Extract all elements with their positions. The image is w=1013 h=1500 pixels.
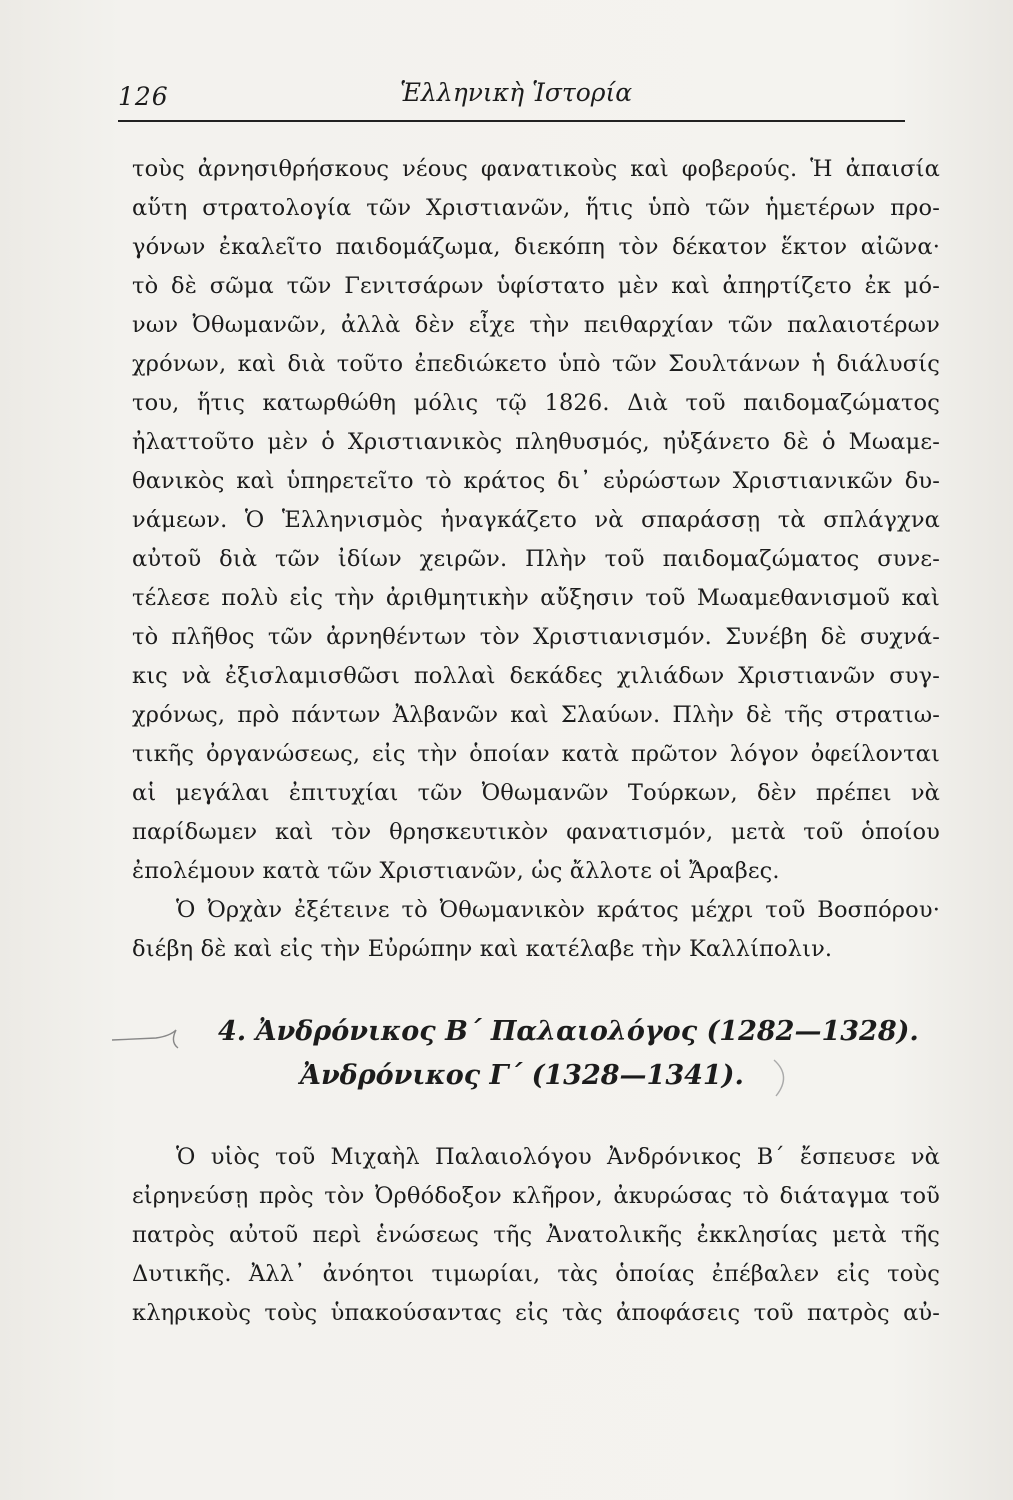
page-number: 126 (118, 82, 169, 111)
text-line: του, ἥτις κατωρθώθη μόλις τῷ 1826. Διὰ τοῦ παιδομαζώματος (132, 390, 940, 416)
running-title: Ἑλληνικὴ Ἱστορία (400, 78, 633, 107)
text-line: αὐτοῦ διὰ τῶν ἰδίων χειρῶν. Πλὴν τοῦ παιδομαζώματος συνε- (132, 546, 940, 572)
text-line: τὸ πλῆθος τῶν ἀρνηθέντων τὸν Χριστιανισμόν. Συνέβη δὲ συχνά- (132, 624, 940, 650)
paragraph-2 (132, 891, 940, 969)
section-subtitle: Ἀνδρόνικος Γ΄ (1328—1341). (300, 1060, 744, 1091)
page-header (118, 78, 903, 122)
text-line: νων Ὀθωμανῶν, ἀλλὰ δὲν εἶχε τὴν πειθαρχίαν τῶν παλαιοτέρων (132, 312, 940, 338)
text-line: πατρὸς αὐτοῦ περὶ ἑνώσεως τῆς Ἀνατολικῆς ἐκκλησίας μετὰ τῆς (132, 1222, 940, 1248)
pencil-mark-icon (112, 1026, 192, 1050)
text-line: κληρικοὺς τοὺς ὑπακούσαντας εἰς τὰς ἀποφάσεις τοῦ πατρὸς αὐ- (132, 1300, 940, 1326)
text-line: Ὁ υἱὸς τοῦ Μιχαὴλ Παλαιολόγου Ἀνδρόνικος Β΄ ἔσπευσε νὰ (176, 1144, 940, 1170)
section-text (132, 1138, 940, 1333)
text-line: τικῆς ὀργανώσεως, εἰς τὴν ὁποίαν κατὰ πρῶτον λόγον ὀφείλονται (132, 741, 940, 767)
header-rule (118, 120, 905, 122)
text-line: κις νὰ ἐξισλαμισθῶσι πολλαὶ δεκάδες χιλιάδων Χριστιανῶν συγ- (132, 663, 940, 689)
text-line: παρίδωμεν καὶ τὸν θρησκευτικὸν φανατισμόν, μετὰ τοῦ ὁποίου (132, 819, 940, 845)
text-line: τὸ δὲ σῶμα τῶν Γενιτσάρων ὑφίστατο μὲν καὶ ἀπηρτίζετο ἐκ μό- (132, 273, 940, 299)
text-line: τέλεσε πολὺ εἰς τὴν ἀριθμητικὴν αὔξησιν τοῦ Μωαμεθανισμοῦ καὶ (132, 585, 940, 611)
text-line: Ὁ Ὀρχὰν ἐξέτεινε τὸ Ὀθωμανικὸν κράτος μέχρι τοῦ Βοσπόρου· (176, 897, 940, 923)
text-line: αἱ μεγάλαι ἐπιτυχίαι τῶν Ὀθωμανῶν Τούρκων, δὲν πρέπει νὰ (132, 780, 940, 806)
pencil-bracket-icon (770, 1058, 800, 1098)
text-line: Δυτικῆς. Ἀλλ᾽ ἀνόητοι τιμωρίαι, τὰς ὁποίας ἐπέβαλεν εἰς τοὺς (132, 1261, 940, 1287)
text-line: ἐπολέμουν κατὰ τῶν Χριστιανῶν, ὡς ἄλλοτε οἱ Ἄραβες. (132, 858, 780, 884)
text-line: αὕτη στρατολογία τῶν Χριστιανῶν, ἥτις ὑπὸ τῶν ἡμετέρων προ- (132, 195, 940, 221)
text-line: εἰρηνεύσῃ πρὸς τὸν Ὀρθόδοξον κλῆρον, ἀκυρώσας τὸ διάταγμα τοῦ (132, 1183, 940, 1209)
paragraph-3 (132, 1138, 940, 1333)
text-line: χρόνως, πρὸ πάντων Ἀλβανῶν καὶ Σλαύων. Πλὴν δὲ τῆς στρατιω- (132, 702, 940, 728)
text-line: νάμεων. Ὁ Ἑλληνισμὸς ἠναγκάζετο νὰ σπαράσσῃ τὰ σπλάγχνα (132, 507, 940, 533)
text-line: θανικὸς καὶ ὑπηρετεῖτο τὸ κράτος δι᾽ εὐρώστων Χριστιανικῶν δυ- (132, 468, 940, 494)
text-line: ἠλαττοῦτο μὲν ὁ Χριστιανικὸς πληθυσμός, ηὐξάνετο δὲ ὁ Μωαμε- (132, 429, 940, 455)
main-text (132, 150, 940, 969)
text-line: διέβη δὲ καὶ εἰς τὴν Εὐρώπην καὶ κατέλαβε τὴν Καλλίπολιν. (132, 936, 833, 962)
section-heading (130, 1008, 919, 1108)
paragraph-1 (132, 150, 940, 891)
section-title: 4. Ἀνδρόνικος Β΄ Παλαιολόγος (1282—1328). (218, 1016, 919, 1047)
text-line: γόνων ἐκαλεῖτο παιδομάζωμα, διεκόπη τὸν δέκατον ἕκτον αἰῶνα· (132, 234, 940, 260)
text-line: χρόνων, καὶ διὰ τοῦτο ἐπεδιώκετο ὑπὸ τῶν Σουλτάνων ἡ διάλυσίς (132, 351, 940, 377)
text-line: τοὺς ἀρνησιθρήσκους νέους φανατικοὺς καὶ φοβερούς. Ἡ ἀπαισία (132, 156, 940, 182)
